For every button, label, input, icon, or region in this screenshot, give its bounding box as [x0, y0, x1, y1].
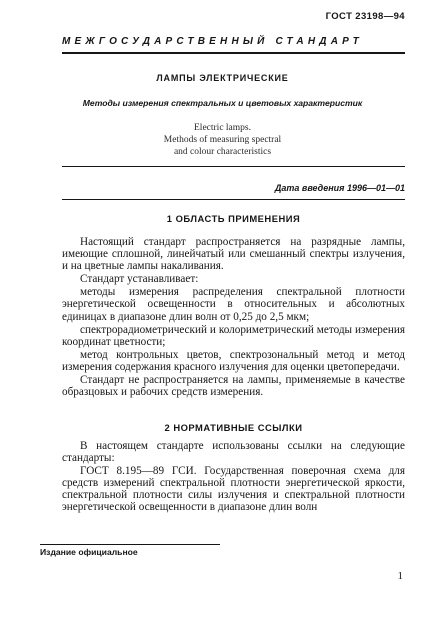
- paragraph: ГОСТ 8.195—89 ГСИ. Государственная поверочная схема для средств измерений спектральной плотности энергетической яркости, спектральной плотности силы излучения и спектральной плотности энергетической освещенности в диапазоне длин волн: [62, 465, 405, 514]
- footnote-rule: [40, 544, 220, 545]
- paragraph: методы измерения распределения спектральной плотности энергетической освещенности в относительных и абсолютных единицах в диапазоне длин волн от 0,25 до 2,5 мкм;: [62, 286, 405, 323]
- section-heading-scope: 1 ОБЛАСТЬ ПРИМЕНЕНИЯ: [166, 213, 301, 224]
- introduction-date: Дата введения 1996—01—01: [274, 183, 405, 193]
- edition-note: Издание официальное: [40, 547, 138, 557]
- document-subtitle: Методы измерения спектральных и цветовых характеристик: [82, 98, 363, 108]
- section-heading-references: 2 НОРМАТИВНЫЕ ССЫЛКИ: [164, 422, 303, 433]
- paragraph: спектрорадиометрический и колориметрический методы измерения координат цветности;: [62, 323, 405, 348]
- paragraph: В настоящем стандарте использованы ссылки на следующие стандарты:: [62, 440, 405, 465]
- document-title: ЛАМПЫ ЭЛЕКТРИЧЕСКИЕ: [156, 73, 289, 83]
- english-title: [40, 122, 405, 158]
- divider: [62, 199, 405, 200]
- standard-banner: МЕЖГОСУДАРСТВЕННЫЙ СТАНДАРТ: [62, 36, 363, 47]
- gost-number: ГОСТ 23198—94: [325, 11, 405, 22]
- divider: [62, 166, 405, 167]
- english-title-line: Methods of measuring spectral: [163, 135, 282, 145]
- paragraph: Настоящий стандарт распространяется на разрядные лампы, имеющие сплошной, линейчатый или смешанный спектры излучения, и на цветные лампы накаливания.: [62, 236, 405, 273]
- section-body-references: [62, 440, 405, 514]
- english-title-line: Electric lamps.: [194, 123, 251, 133]
- paragraph: метод контрольных цветов, спектрозональный метод и метод измерения содержания красного излучения для оценки цветопередачи.: [62, 348, 405, 373]
- paragraph: Стандарт не распространяется на лампы, применяемые в качестве образцовых и рабочих средств измерения.: [62, 374, 405, 399]
- page-number: 1: [397, 570, 403, 582]
- section-body-scope: [62, 236, 405, 398]
- english-title-line: and colour characteristics: [173, 147, 272, 157]
- banner-rule: [62, 52, 405, 54]
- paragraph: Стандарт устанавливает:: [80, 273, 199, 286]
